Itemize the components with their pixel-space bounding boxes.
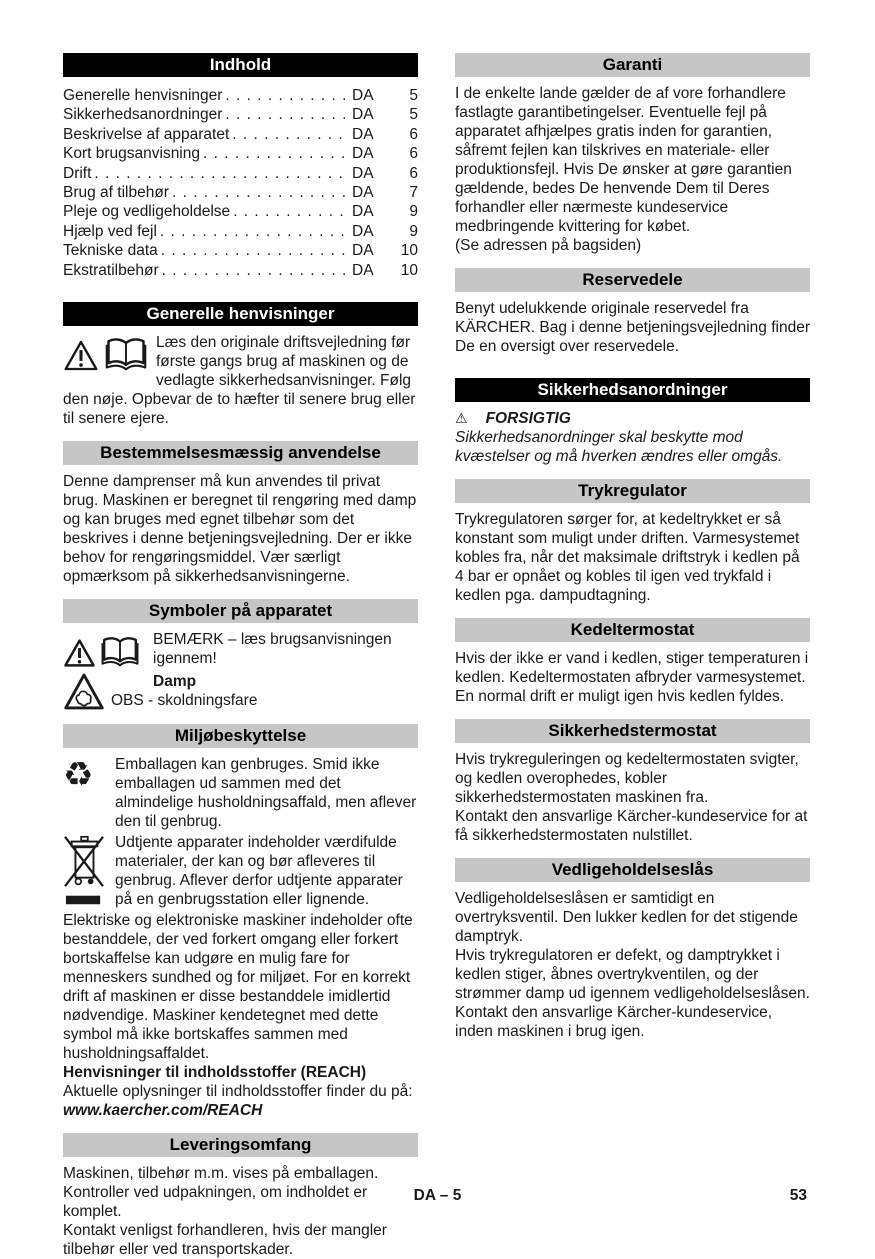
- safety-thermostat-text-1: Hvis trykreguleringen og kedeltermostaten svigter, og kedlen overophedes, kobler sikkerhedstermostaten maskinen fra.: [455, 751, 799, 806]
- toc-leader-dots: [160, 222, 348, 241]
- safety-thermostat-text-2: Kontakt den ansvarlige Kärcher-kundeservice for at få sikkerhedstermostaten nulstillet.: [455, 808, 808, 844]
- section-header-symboler-pa-apparatet: Symboler på apparatet: [63, 599, 418, 623]
- section-header-reservedele: Reservedele: [455, 268, 810, 292]
- right-column: [455, 53, 810, 1259]
- toc-entry-label: Sikkerhedsanordninger: [63, 106, 223, 124]
- open-book-icon: [105, 335, 147, 372]
- toc-leader-dots: [225, 105, 348, 124]
- maintenance-lock-text-2: Hvis trykregulatoren er defekt, og damptrykket i kedlen stiger, åbnes overtrykventilen, og der strømmer damp ud igennem vedligeholdelseslåsen.: [455, 947, 810, 1002]
- symbol-steam-label: Damp: [153, 673, 197, 691]
- toc-entry-label: Hjælp ved fejl: [63, 222, 157, 240]
- toc-row: [63, 144, 418, 163]
- toc-entry-lang: DA: [352, 184, 374, 202]
- reach-text: Aktuelle oplysninger til indholdsstoffer finder du på:: [63, 1083, 413, 1101]
- toc-entry-page: 10: [400, 242, 418, 260]
- warranty-paragraph: [455, 84, 810, 255]
- section-header-trykregulator: Trykregulator: [455, 479, 810, 503]
- delivery-text-1: Maskinen, tilbehør m.m. vises på emballagen. Kontroller ved udpakningen, om indholdet er komplet.: [63, 1165, 379, 1221]
- toc-entry-label: Pleje og vedligeholdelse: [63, 203, 231, 221]
- caution-label: FORSIGTIG: [485, 410, 571, 427]
- environment-electronics-paragraph: Elektriske og elektroniske maskiner indeholder ofte bestanddele, der ved forkert omgang eller forkert bortskaffelse kan udgøre en mulig fare for menneskers sundhed og for miljøet. For en korrekt drift af maskinen er disse bestanddele imidlertid nødvendige. Maskiner kendetegnet med dette symbol må ikke bortskaffes sammen med husholdningsaffaldet.: [63, 912, 413, 1063]
- toc-entry-label: Brug af tilbehør: [63, 184, 169, 202]
- intro-icons: [63, 335, 147, 372]
- toc-leader-dots: [225, 86, 348, 105]
- toc-entry-lang: DA: [352, 164, 374, 182]
- toc-leader-dots: [203, 144, 348, 163]
- intended-use-paragraph: Denne damprenser må kun anvendes til privat brug. Maskinen er beregnet til rengøring med damp og kan bruges med egnet tilbehør som det beskrives i denne betjeningsvejledning. Der er ikke behov for rengøringsmiddel. Vær særligt opmærksom på sikkerhedsanvisningerne.: [63, 473, 417, 586]
- caution-triangle-icon: ⚠: [455, 410, 468, 426]
- section-header-kedeltermostat: Kedeltermostat: [455, 618, 810, 642]
- page-footer: [0, 1187, 875, 1206]
- environment-packaging-text: Emballagen kan genbruges. Smid ikke emballagen ud sammen med det almindelige husholdningsaffald, men aflever den til genbrug.: [115, 756, 417, 831]
- boiler-thermostat-paragraph: Hvis der ikke er vand i kedlen, stiger temperaturen i kedlen. Kedeltermostaten afbryder varmesystemet. En normal drift er muligt igen hvis kedlen fyldes.: [455, 650, 809, 705]
- delivery-paragraph: [63, 1164, 418, 1259]
- recycle-icon: ♻: [63, 756, 94, 795]
- toc-row: [63, 261, 418, 280]
- symbol-row-damp: [63, 672, 418, 711]
- toc-row: [63, 164, 418, 183]
- toc-row: [63, 125, 418, 144]
- maintenance-lock-text-3: Kontakt den ansvarlige Kärcher-kundeservice, inden maskinen i brug igen.: [455, 1004, 773, 1040]
- pressure-regulator-paragraph: Trykregulatoren sørger for, at kedeltrykket er så konstant som muligt under driften. Varmesystemet kobles fra, når det maksimale driftstryk i kedlen på 4 bar er opnået og kobles til igen ved trykfald i kedlen pga. dampudtagning.: [455, 511, 800, 604]
- section-header-generelle-henvisninger: Generelle henvisninger: [63, 302, 418, 326]
- toc-entry-page: 9: [409, 222, 418, 240]
- toc-row: [63, 241, 418, 260]
- symbol-steam-note: OBS - skoldningsfare: [111, 692, 258, 710]
- section-header-indhold: Indhold: [63, 53, 418, 77]
- steam-warning-triangle-icon: [63, 672, 105, 711]
- maintenance-lock-paragraph: [455, 889, 810, 1041]
- section-header-miljoebeskyttelse: Miljøbeskyttelse: [63, 724, 418, 748]
- toc-entry-label: Ekstratilbehør: [63, 261, 159, 279]
- caution-text: Sikkerhedsanordninger skal beskytte mod kvæstelser og må hverken ændres eller omgås.: [455, 429, 783, 465]
- footer-language-page: DA – 5: [413, 1187, 462, 1204]
- weee-crossed-bin-icon: [63, 833, 115, 909]
- reach-url: www.kaercher.com/REACH: [63, 1102, 263, 1120]
- open-book-icon: [101, 634, 139, 668]
- warning-triangle-icon: [63, 638, 96, 668]
- delivery-text-2: Kontakt venligst forhandleren, hvis der mangler tilbehør eller ved transportskader.: [63, 1222, 387, 1259]
- environment-devices-text: Udtjente apparater indeholder værdifulde materialer, der kan og bør afleveres til genbrug. Aflever derfor udtjente apparater på en genbrugsstation eller lignende.: [115, 834, 403, 909]
- toc-entry-page: 6: [409, 125, 418, 143]
- table-of-contents: [63, 86, 418, 280]
- toc-entry-label: Generelle henvisninger: [63, 87, 223, 104]
- toc-entry-lang: DA: [352, 145, 374, 163]
- toc-entry-lang: DA: [352, 106, 374, 124]
- intro-paragraph: [63, 333, 418, 428]
- toc-row: [63, 183, 418, 202]
- toc-row: [63, 222, 418, 241]
- toc-row: [63, 202, 418, 221]
- environment-row-packaging: [63, 755, 418, 831]
- toc-entry-page: 6: [409, 164, 418, 182]
- warranty-text-2: (Se adressen på bagsiden): [455, 237, 642, 254]
- intro-text: Læs den originale driftsvejledning før første gangs brug af maskinen og de vedlagte sikkerhedsanvisninger. Følg den nøje. Opbevar de to hæfter til senere brug eller til senere ejere.: [63, 334, 416, 428]
- toc-entry-lang: DA: [352, 261, 374, 279]
- toc-leader-dots: [172, 183, 348, 202]
- toc-entry-lang: DA: [352, 125, 374, 143]
- section-header-garanti: Garanti: [455, 53, 810, 77]
- section-header-vedligeholdelseslaas: Vedligeholdelseslås: [455, 858, 810, 882]
- section-header-sikkerhedsanordninger: Sikkerhedsanordninger: [455, 378, 810, 402]
- symbol-steam-text: [111, 672, 418, 711]
- toc-entry-lang: DA: [352, 203, 374, 221]
- toc-leader-dots: [161, 241, 348, 260]
- maintenance-lock-text-1: Vedligeholdelseslåsen er samtidigt en overtryksventil. Den lukker kedlen for det stigende damptryk.: [455, 890, 798, 945]
- toc-leader-dots: [233, 202, 348, 221]
- left-column: [63, 53, 418, 1259]
- toc-leader-dots: [232, 125, 348, 144]
- toc-leader-dots: [162, 261, 348, 280]
- footer-page-number: 53: [789, 1187, 807, 1204]
- toc-entry-page: 7: [409, 184, 418, 202]
- safety-thermostat-paragraph: [455, 750, 810, 845]
- spare-parts-paragraph: Benyt udelukkende originale reservedel fra KÄRCHER. Bag i denne betjeningsvejledning finder De en oversigt over reservedele.: [455, 300, 810, 355]
- toc-entry-page: 5: [409, 87, 418, 104]
- toc-entry-lang: DA: [352, 222, 374, 240]
- symbol-row-bemaerk: [63, 630, 418, 668]
- toc-entry-label: Tekniske data: [63, 242, 158, 260]
- reach-heading: Henvisninger til indholdsstoffer (REACH): [63, 1064, 367, 1082]
- toc-entry-page: 10: [400, 261, 418, 279]
- warranty-text-1: I de enkelte lande gælder de af vore forhandlere fastlagte garantibetingelser. Eventuelle fejl på apparatet afhjælpes gratis inden for garantien, såfremt fejlen kan tilskrives en materiale- eller produktionsfejl. Hvis De ønsker at gøre garantien gældende, bedes De henvende Dem til Deres forhandler eller nærmeste kundeservice medbringende kvittering for købet.: [455, 85, 792, 235]
- environment-row-devices: [63, 833, 418, 909]
- section-header-leveringsomfang: Leveringsomfang: [63, 1133, 418, 1157]
- toc-leader-dots: [94, 164, 348, 183]
- section-header-sikkerhedstermostat: Sikkerhedstermostat: [455, 719, 810, 743]
- toc-entry-page: 9: [409, 203, 418, 221]
- toc-entry-label: Kort brugsanvisning: [63, 145, 200, 163]
- toc-entry-page: 6: [409, 145, 418, 163]
- toc-entry-lang: DA: [352, 242, 374, 260]
- symbol-row-icons: [63, 672, 111, 711]
- warning-triangle-icon: [63, 339, 99, 372]
- section-header-bestemmelsesmaessig-anvendelse: Bestemmelsesmæssig anvendelse: [63, 441, 418, 465]
- toc-entry-label: Beskrivelse af apparatet: [63, 125, 230, 143]
- symbol-note-text: BEMÆRK – læs brugsanvisningen igennem!: [153, 631, 392, 668]
- toc-entry-lang: DA: [352, 87, 374, 104]
- toc-entry-label: Drift: [63, 164, 92, 182]
- toc-row: [63, 105, 418, 124]
- toc-row: [63, 86, 418, 105]
- caution-row: [455, 409, 810, 428]
- symbol-row-icons: [63, 630, 153, 668]
- toc-entry-page: 5: [409, 106, 418, 124]
